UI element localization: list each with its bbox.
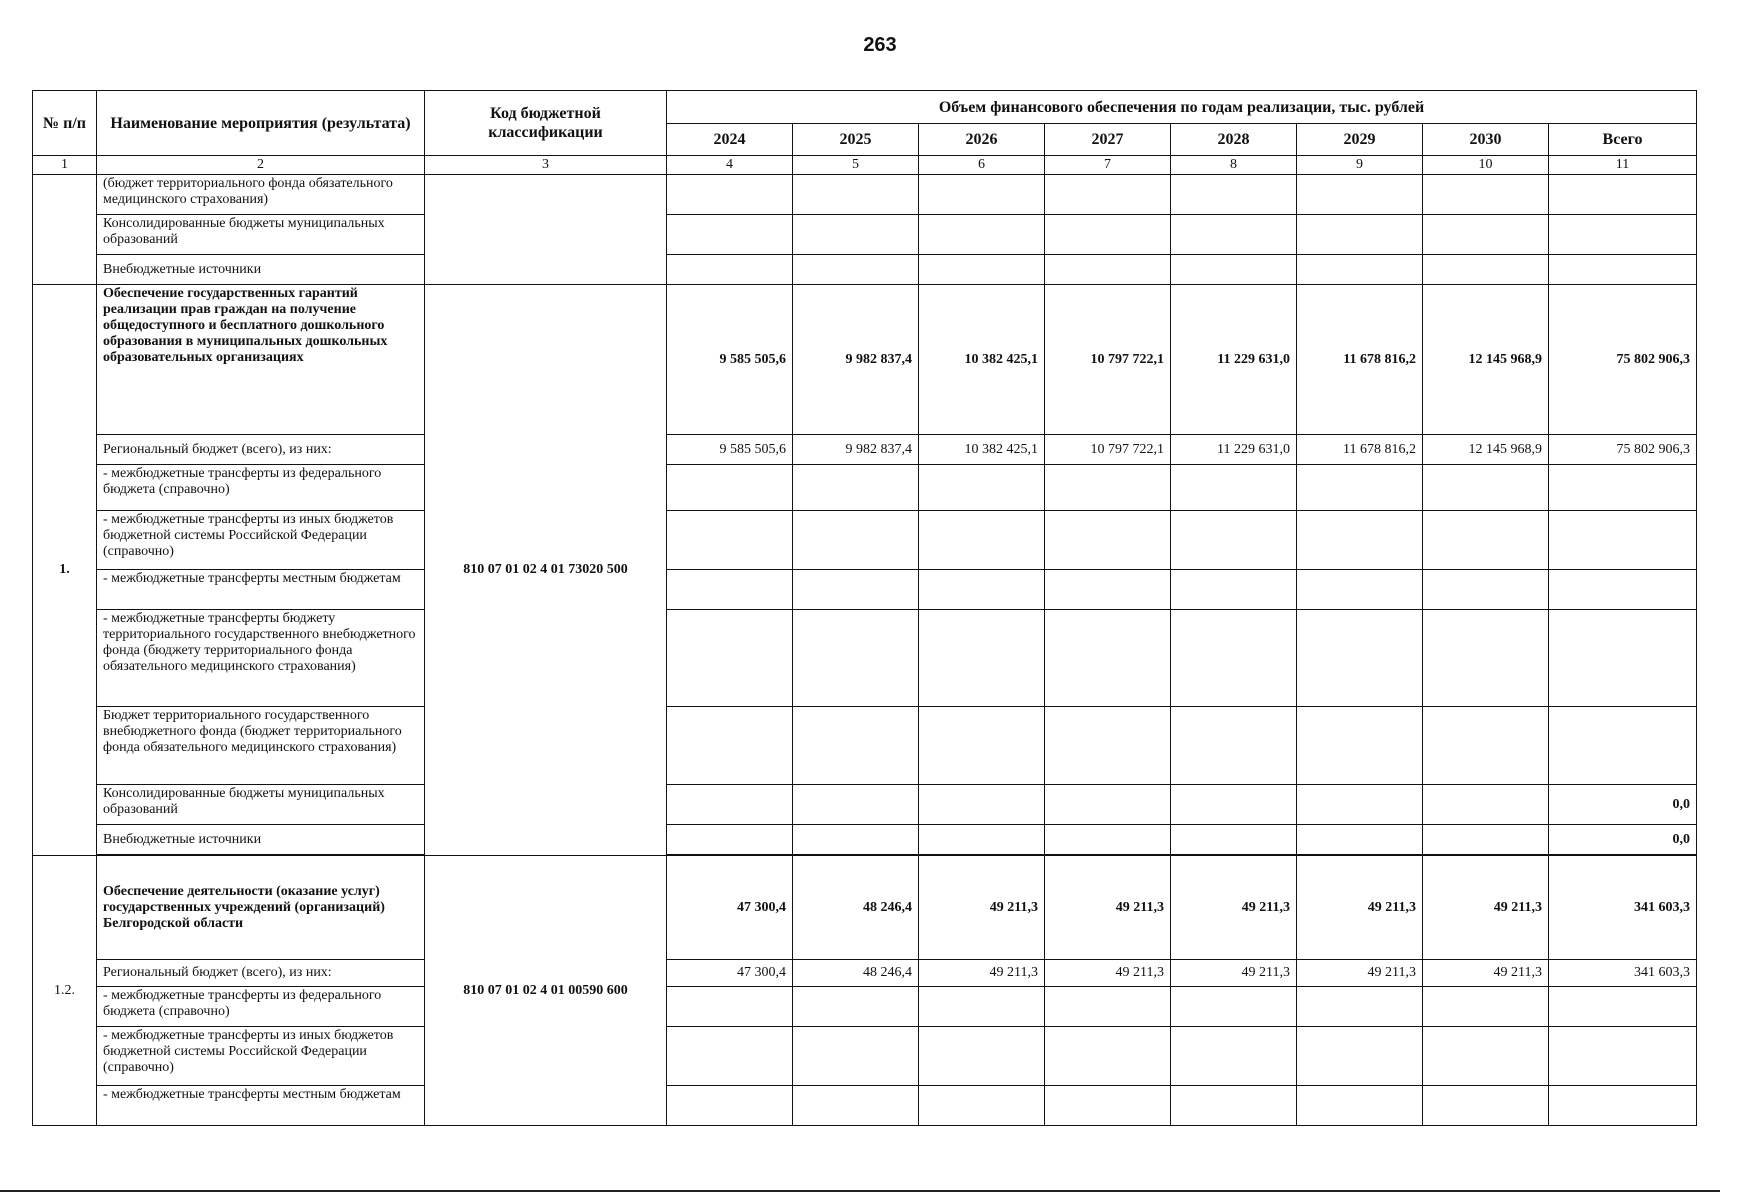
value-cell: 9 982 837,4 xyxy=(793,435,919,465)
table-row xyxy=(33,215,1697,255)
header-total: Всего xyxy=(1549,124,1697,156)
row-label: Внебюджетные источники xyxy=(97,825,425,855)
total-cell xyxy=(1549,610,1697,707)
value-cell: 9 982 837,4 xyxy=(793,285,919,435)
header-year: 2026 xyxy=(919,124,1045,156)
table-row xyxy=(33,610,1697,707)
value-cell xyxy=(1297,610,1423,707)
budget-code: 810 07 01 02 4 01 00590 600 xyxy=(425,856,667,1126)
value-cell xyxy=(1045,570,1171,610)
value-cell xyxy=(1423,987,1549,1027)
value-cell xyxy=(793,825,919,855)
value-cell xyxy=(1297,465,1423,511)
value-cell xyxy=(1171,987,1297,1027)
value-cell: 11 678 816,2 xyxy=(1297,435,1423,465)
table-row xyxy=(33,465,1697,511)
table-row xyxy=(33,175,1697,215)
row-label: Консолидированные бюджеты муниципальных образований xyxy=(97,785,425,825)
value-cell xyxy=(919,175,1045,215)
value-cell xyxy=(1171,215,1297,255)
value-cell xyxy=(1045,215,1171,255)
value-cell xyxy=(1171,785,1297,825)
code-cell-empty xyxy=(425,175,667,285)
value-cell: 49 211,3 xyxy=(1423,960,1549,987)
table-row-regional xyxy=(33,960,1697,987)
header-year: 2024 xyxy=(667,124,793,156)
value-cell: 11 229 631,0 xyxy=(1171,285,1297,435)
value-cell xyxy=(667,215,793,255)
funding-table xyxy=(32,90,1697,1126)
value-cell: 341 603,3 xyxy=(1549,856,1697,960)
value-cell: 10 382 425,1 xyxy=(919,285,1045,435)
budget-code: 810 07 01 02 4 01 73020 500 xyxy=(425,285,667,856)
value-cell xyxy=(1045,610,1171,707)
value-cell xyxy=(667,255,793,285)
row-label: Региональный бюджет (всего), из них: xyxy=(97,435,425,465)
index-cell: 4 xyxy=(667,156,793,175)
value-cell xyxy=(919,465,1045,511)
value-cell: 47 300,4 xyxy=(667,960,793,987)
value-cell: 49 211,3 xyxy=(1171,856,1297,960)
value-cell xyxy=(1549,175,1697,215)
value-cell: 49 211,3 xyxy=(1297,960,1423,987)
page-number: 263 xyxy=(863,34,897,56)
row-label: Консолидированные бюджеты муниципальных образований xyxy=(97,215,425,255)
value-cell xyxy=(793,465,919,511)
value-cell xyxy=(1423,1027,1549,1086)
table-row xyxy=(33,825,1697,855)
value-cell xyxy=(1423,610,1549,707)
table-row xyxy=(33,1027,1697,1086)
value-cell xyxy=(667,1086,793,1126)
value-cell xyxy=(1297,255,1423,285)
activity-title: Обеспечение государственных гарантий реализации прав граждан на получение общедоступного и бесплатного дошкольного образования в муниципальных дошкольных образовательных организациях xyxy=(97,285,425,435)
value-cell: 12 145 968,9 xyxy=(1423,435,1549,465)
value-cell xyxy=(1549,215,1697,255)
value-cell: 341 603,3 xyxy=(1549,960,1697,987)
value-cell xyxy=(1423,215,1549,255)
value-cell xyxy=(1045,465,1171,511)
value-cell xyxy=(1045,785,1171,825)
value-cell xyxy=(1045,1027,1171,1086)
value-cell xyxy=(1045,1086,1171,1126)
value-cell: 11 678 816,2 xyxy=(1297,285,1423,435)
value-cell xyxy=(919,610,1045,707)
value-cell xyxy=(793,215,919,255)
value-cell xyxy=(667,175,793,215)
value-cell xyxy=(1045,707,1171,785)
value-cell xyxy=(1045,255,1171,285)
value-cell xyxy=(667,511,793,570)
value-cell xyxy=(919,707,1045,785)
value-cell xyxy=(1171,511,1297,570)
header-year: 2028 xyxy=(1171,124,1297,156)
value-cell xyxy=(793,785,919,825)
header-code: Код бюджетной классификации xyxy=(425,91,667,156)
index-cell: 11 xyxy=(1549,156,1697,175)
value-cell xyxy=(793,255,919,285)
index-cell: 9 xyxy=(1297,156,1423,175)
table-row xyxy=(33,785,1697,825)
value-cell xyxy=(667,1027,793,1086)
value-cell xyxy=(1297,511,1423,570)
row-label: - межбюджетные трансферты из иных бюджетов бюджетной системы Российской Федерации (справочно) xyxy=(97,1027,425,1086)
index-cell: 7 xyxy=(1045,156,1171,175)
value-cell: 10 797 722,1 xyxy=(1045,285,1171,435)
total-cell: 0,0 xyxy=(1549,825,1697,855)
value-cell: 10 797 722,1 xyxy=(1045,435,1171,465)
value-cell xyxy=(1171,175,1297,215)
value-cell xyxy=(793,707,919,785)
total-cell xyxy=(1549,707,1697,785)
value-cell xyxy=(1045,987,1171,1027)
value-cell: 49 211,3 xyxy=(1297,856,1423,960)
value-cell xyxy=(667,987,793,1027)
value-cell: 47 300,4 xyxy=(667,856,793,960)
value-cell xyxy=(1045,825,1171,855)
total-cell xyxy=(1549,570,1697,610)
total-cell xyxy=(1549,511,1697,570)
table-row xyxy=(33,707,1697,785)
value-cell xyxy=(1297,175,1423,215)
value-cell xyxy=(667,707,793,785)
index-cell: 1 xyxy=(33,156,97,175)
value-cell xyxy=(919,255,1045,285)
value-cell xyxy=(793,987,919,1027)
total-cell: 0,0 xyxy=(1549,785,1697,825)
index-cell: 3 xyxy=(425,156,667,175)
value-cell xyxy=(1171,825,1297,855)
header-name: Наименование мероприятия (результата) xyxy=(97,91,425,156)
row-label: - межбюджетные трансферты местным бюджетам xyxy=(97,1086,425,1126)
value-cell xyxy=(1423,707,1549,785)
value-cell: 49 211,3 xyxy=(1171,960,1297,987)
activity-title: Обеспечение деятельности (оказание услуг) государственных учреждений (организаций) Белгородской области xyxy=(97,856,425,960)
header-row-1 xyxy=(33,91,1697,124)
page-bottom-rule xyxy=(0,1190,1720,1192)
value-cell xyxy=(667,570,793,610)
row-label: - межбюджетные трансферты местным бюджетам xyxy=(97,570,425,610)
index-cell: 8 xyxy=(1171,156,1297,175)
value-cell: 75 802 906,3 xyxy=(1549,285,1697,435)
row-label: Бюджет территориального государственного внебюджетного фонда (бюджет территориального фонда обязательного медицинского страхования) xyxy=(97,707,425,785)
total-cell xyxy=(1549,465,1697,511)
value-cell xyxy=(1171,610,1297,707)
row-label: - межбюджетные трансферты из иных бюджетов бюджетной системы Российской Федерации (справочно) xyxy=(97,511,425,570)
value-cell xyxy=(919,511,1045,570)
value-cell xyxy=(1045,511,1171,570)
table-row xyxy=(33,570,1697,610)
table-row xyxy=(33,1086,1697,1126)
value-cell xyxy=(793,570,919,610)
value-cell xyxy=(1297,215,1423,255)
table-row-title xyxy=(33,856,1697,960)
value-cell xyxy=(1171,465,1297,511)
row-number: 1. xyxy=(33,285,97,856)
value-cell: 11 229 631,0 xyxy=(1171,435,1297,465)
value-cell xyxy=(1297,785,1423,825)
header-year: 2025 xyxy=(793,124,919,156)
value-cell xyxy=(1297,570,1423,610)
value-cell xyxy=(1423,825,1549,855)
value-cell xyxy=(919,215,1045,255)
value-cell xyxy=(1297,987,1423,1027)
value-cell xyxy=(1549,1027,1697,1086)
value-cell xyxy=(1423,255,1549,285)
value-cell: 49 211,3 xyxy=(919,856,1045,960)
row-label: - межбюджетные трансферты бюджету территориального государственного внебюджетного фонда (бюджету территориального фонда обязательного медицинского страхования) xyxy=(97,610,425,707)
value-cell: 48 246,4 xyxy=(793,960,919,987)
header-year: 2029 xyxy=(1297,124,1423,156)
value-cell xyxy=(919,1086,1045,1126)
value-cell xyxy=(919,987,1045,1027)
value-cell: 75 802 906,3 xyxy=(1549,435,1697,465)
value-cell: 12 145 968,9 xyxy=(1423,285,1549,435)
value-cell xyxy=(793,511,919,570)
row-number: 1.2. xyxy=(33,856,97,1126)
value-cell xyxy=(793,1086,919,1126)
value-cell xyxy=(1423,1086,1549,1126)
value-cell xyxy=(1171,1027,1297,1086)
row-label: Внебюджетные источники xyxy=(97,255,425,285)
index-row xyxy=(33,156,1697,175)
value-cell xyxy=(1297,1086,1423,1126)
header-num: № п/п xyxy=(33,91,97,156)
value-cell: 49 211,3 xyxy=(919,960,1045,987)
value-cell xyxy=(1297,707,1423,785)
index-cell: 6 xyxy=(919,156,1045,175)
value-cell: 48 246,4 xyxy=(793,856,919,960)
value-cell: 9 585 505,6 xyxy=(667,285,793,435)
value-cell xyxy=(1297,825,1423,855)
value-cell: 49 211,3 xyxy=(1045,856,1171,960)
value-cell: 10 382 425,1 xyxy=(919,435,1045,465)
value-cell xyxy=(793,175,919,215)
value-cell: 9 585 505,6 xyxy=(667,435,793,465)
value-cell xyxy=(1045,175,1171,215)
value-cell xyxy=(1423,175,1549,215)
value-cell xyxy=(1549,987,1697,1027)
value-cell xyxy=(1171,255,1297,285)
header-year: 2030 xyxy=(1423,124,1549,156)
value-cell xyxy=(1423,465,1549,511)
value-cell xyxy=(1423,511,1549,570)
value-cell xyxy=(667,610,793,707)
table-row xyxy=(33,987,1697,1027)
value-cell: 49 211,3 xyxy=(1423,856,1549,960)
table-row-title xyxy=(33,285,1697,435)
value-cell xyxy=(919,570,1045,610)
table-row xyxy=(33,255,1697,285)
value-cell xyxy=(1297,1027,1423,1086)
value-cell xyxy=(1171,707,1297,785)
index-cell: 5 xyxy=(793,156,919,175)
value-cell xyxy=(793,610,919,707)
value-cell xyxy=(667,785,793,825)
value-cell xyxy=(1171,1086,1297,1126)
value-cell xyxy=(793,1027,919,1086)
row-label: Региональный бюджет (всего), из них: xyxy=(97,960,425,987)
header-funding: Объем финансового обеспечения по годам реализации, тыс. рублей xyxy=(667,91,1697,124)
value-cell xyxy=(919,825,1045,855)
index-cell: 2 xyxy=(97,156,425,175)
row-label: - межбюджетные трансферты из федерального бюджета (справочно) xyxy=(97,465,425,511)
header-year: 2027 xyxy=(1045,124,1171,156)
value-cell xyxy=(1549,1086,1697,1126)
value-cell xyxy=(667,825,793,855)
value-cell xyxy=(1423,785,1549,825)
index-cell: 10 xyxy=(1423,156,1549,175)
table-row-regional xyxy=(33,435,1697,465)
row-label: - межбюджетные трансферты из федерального бюджета (справочно) xyxy=(97,987,425,1027)
value-cell xyxy=(1171,570,1297,610)
value-cell xyxy=(919,1027,1045,1086)
value-cell xyxy=(1549,255,1697,285)
value-cell xyxy=(667,465,793,511)
row-label: (бюджет территориального фонда обязательного медицинского страхования) xyxy=(97,175,425,215)
value-cell: 49 211,3 xyxy=(1045,960,1171,987)
table-row xyxy=(33,511,1697,570)
num-cell-empty xyxy=(33,175,97,285)
value-cell xyxy=(919,785,1045,825)
value-cell xyxy=(1423,570,1549,610)
